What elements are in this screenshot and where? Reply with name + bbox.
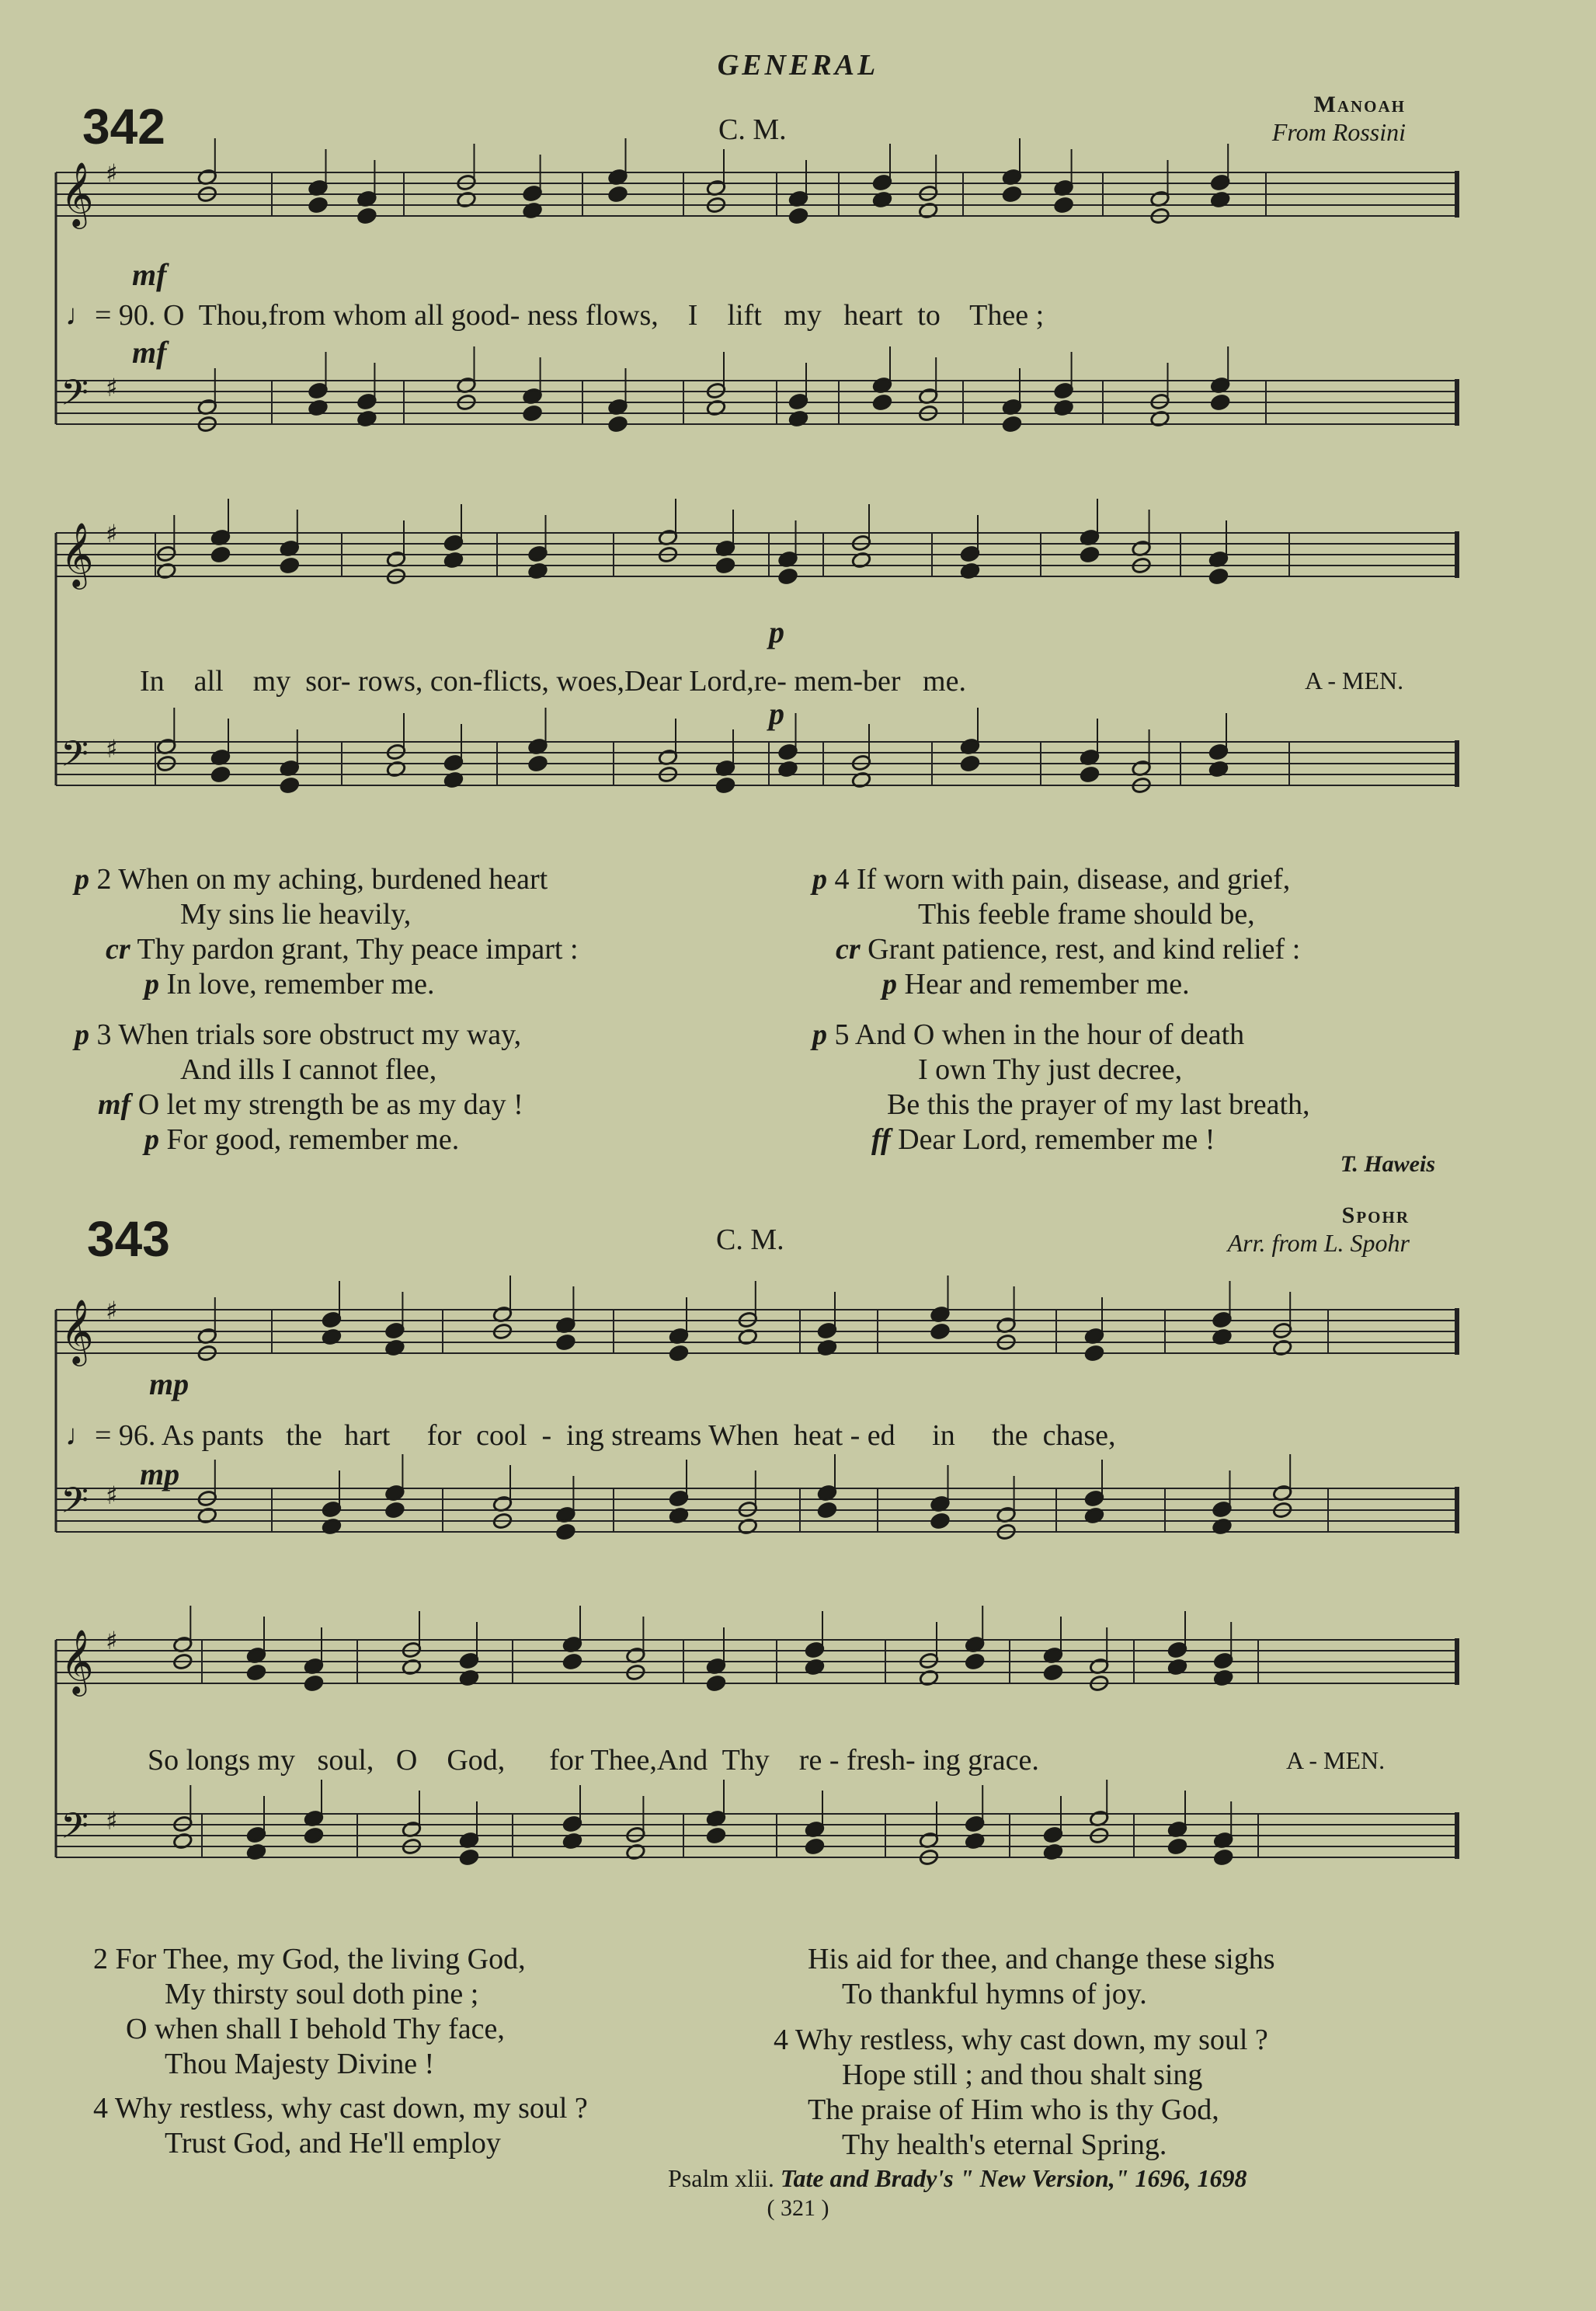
bass-clef-icon: 𝄢 [61, 733, 89, 784]
notehead [607, 186, 628, 204]
dynamic-p-342: p [769, 614, 784, 649]
notehead [1084, 1345, 1104, 1363]
notehead [1043, 1664, 1063, 1682]
notehead [669, 1345, 689, 1363]
amen-342: A - MEN. [1305, 667, 1404, 694]
key-signature-sharp: ♯ [106, 734, 118, 764]
notehead [384, 1502, 405, 1519]
notehead [1054, 197, 1074, 214]
hymn-number-342: 342 [82, 99, 165, 155]
notehead [788, 207, 808, 225]
notehead [817, 1502, 837, 1519]
notehead [308, 197, 328, 214]
tune-source-343: Arr. from L. Spohr [1227, 1229, 1410, 1257]
key-signature-sharp: ♯ [106, 519, 118, 548]
notehead [1080, 766, 1100, 784]
notehead [523, 405, 543, 423]
tune-name-343: Spohr [1341, 1202, 1410, 1228]
dynamic-mp-treble-343: mp [149, 1366, 190, 1401]
quarter-note-icon: ♩ [65, 299, 95, 332]
key-signature-sharp: ♯ [106, 1626, 118, 1655]
notehead [562, 1653, 582, 1671]
notehead [246, 1664, 266, 1682]
verse-4-342: p 4 If worn with pain, disease, and grief, This feeble frame should be, cr Grant patience, rest, and kind relief : p Hear and remember me. [812, 863, 1301, 1001]
notehead [715, 777, 735, 795]
notehead [210, 766, 231, 784]
key-signature-sharp: ♯ [106, 1806, 118, 1836]
notehead [805, 1838, 825, 1856]
verse-2-342: p 2 When on my aching, burdened heart My sins lie heavily, cr Thy pardon grant, Thy peace impart : p In love, remember me. [75, 863, 579, 1001]
tempo-343: = 96. [95, 1419, 156, 1452]
notehead [555, 1523, 575, 1541]
notehead [930, 1323, 950, 1341]
bass-clef-icon: 𝄢 [61, 1480, 89, 1530]
notehead [1213, 1849, 1233, 1867]
notehead [304, 1827, 324, 1845]
notehead [304, 1675, 324, 1693]
notehead [706, 1827, 726, 1845]
notehead [965, 1653, 985, 1671]
psalm-reference: Psalm xlii. [668, 2164, 774, 2192]
author-342: T. Haweis [1340, 1151, 1435, 1177]
meter-342: C. M. [718, 113, 787, 146]
notehead [1002, 186, 1022, 204]
key-signature-sharp: ♯ [106, 373, 118, 402]
key-signature-sharp: ♯ [106, 1296, 118, 1325]
notehead [280, 777, 300, 795]
section-title: GENERAL [717, 49, 879, 82]
lyrics-line-1-343 [65, 1418, 1116, 1453]
source-credit-343 [668, 2164, 1247, 2193]
dynamic-mf-bass-342: mf [132, 335, 167, 370]
verses-left-343: 2 For Thee, my God, the living God, My thirsty soul doth pine ; O when shall I behold Thy face, Thou Majesty Divine ! 4 Why restless, why cast down, my soul ? Trust God, and He'll employ [93, 1943, 588, 2160]
dynamic-mp-bass-343: mp [140, 1457, 180, 1491]
lyrics-line-2-343: So longs my soul, O God, for Thee,And Thy re - fresh- ing grace. [148, 1744, 1039, 1777]
tune-source-342: From Rossini [1271, 118, 1406, 146]
treble-clef-icon: 𝄞 [61, 161, 94, 226]
notehead [527, 755, 548, 773]
lyrics-line-1-342 [65, 298, 1044, 332]
notehead [356, 207, 377, 225]
lyrics-text: O Thou,from whom all good- ness flows, I lift my heart to Thee ; [162, 299, 1045, 332]
notehead [459, 1849, 479, 1867]
bass-clef-icon: 𝄢 [61, 372, 89, 423]
hymn-number-343: 343 [87, 1211, 170, 1267]
notehead [1167, 1838, 1187, 1856]
dynamic-mf-treble-342: mf [132, 257, 167, 292]
notehead [555, 1334, 575, 1352]
tune-name-342: Manoah [1313, 92, 1406, 117]
tempo-342: = 90. [95, 299, 156, 332]
verse-5-342: p 5 And O when in the hour of death I own Thy just decree, Be this the prayer of my last breath, ff Dear Lord, remember me ! [812, 1018, 1310, 1156]
notehead [1210, 394, 1230, 412]
lyrics-line-2-342: In all my sor- rows, con-flicts, woes,Dear Lord,re- mem-ber me. [140, 665, 966, 698]
notehead [1080, 546, 1100, 564]
notehead [210, 546, 231, 564]
notehead [777, 568, 798, 586]
notehead [706, 1675, 726, 1693]
verse-3-342: p 3 When trials sore obstruct my way, And ills I cannot flee, mf O let my strength be as my day ! p For good, remember me. [75, 1018, 523, 1156]
key-signature-sharp: ♯ [106, 158, 118, 188]
notehead [872, 394, 892, 412]
key-signature-sharp: ♯ [106, 1481, 118, 1510]
treble-clef-icon: 𝄞 [61, 1628, 94, 1693]
treble-clef-icon: 𝄞 [61, 521, 94, 586]
bass-clef-icon: 𝄢 [61, 1805, 89, 1856]
version-credit: Tate and Brady's " New Version," 1696, 1698 [780, 2164, 1247, 2192]
notehead [960, 755, 980, 773]
notehead [930, 1512, 950, 1530]
notehead [715, 557, 735, 575]
notehead [1002, 416, 1022, 433]
lyrics-text: As pants the hart for cool - ing streams When heat - ed in the chase, [161, 1419, 1116, 1452]
notehead [607, 416, 628, 433]
dynamic-p-bass-342: p [769, 696, 784, 731]
verses-right-343: His aid for thee, and change these sighs To thankful hymns of joy. 4 Why restless, why cast down, my soul ? Hope still ; and thou shalt sing The praise of Him who is thy God, Thy health's eternal Spring. [774, 1943, 1275, 2161]
quarter-note-icon: ♩ [65, 1419, 95, 1452]
notehead [280, 557, 300, 575]
meter-343: C. M. [716, 1223, 784, 1256]
treble-clef-icon: 𝄞 [61, 1298, 94, 1363]
page-number: ( 321 ) [767, 2195, 829, 2221]
tune-credit-343 [1228, 1202, 1410, 1258]
amen-343: A - MEN. [1286, 1746, 1386, 1774]
notehead [1208, 568, 1229, 586]
